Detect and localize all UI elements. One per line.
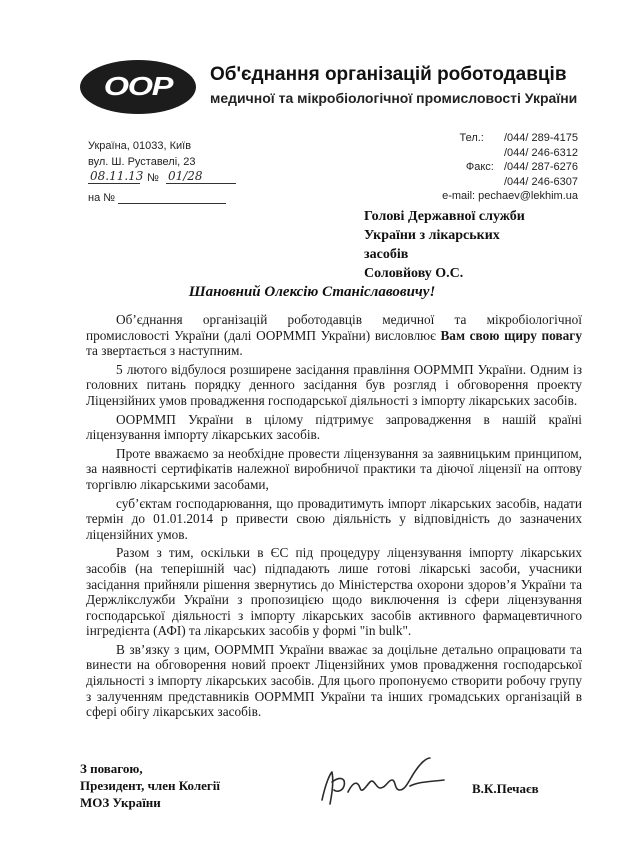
paragraph-5: суб’єктам господарювання, що провадитимуть імпорт лікарських засобів, надати термін до 01.01.2014 р привести свою діяльність у відповідність до зазначених ліцензійних умов. bbox=[86, 495, 582, 542]
paragraph-7: В зв’язку з цим, ООРММП України вважає за доцільне детально опрацювати та винести на обговорення новий проект Ліцензійних умов провадження господарської діяльності з імпорту лікарських засобів. Для цього пропонуємо створити робочу групу з залученням представників ООРММП України та інших громадських організацій в сфері обігу лікарських засобів. bbox=[86, 641, 582, 720]
logo-text: OOP bbox=[103, 71, 173, 101]
outgoing-registration bbox=[88, 169, 236, 184]
signer-name: В.К.Печаєв bbox=[472, 781, 539, 796]
contact-block bbox=[442, 131, 578, 204]
fax-label: Факс: bbox=[465, 161, 494, 173]
outgoing-date-field bbox=[88, 169, 144, 184]
incoming-number-field bbox=[118, 189, 226, 204]
paragraph-1-text-c: та звертається з наступним. bbox=[86, 343, 243, 359]
closing-block bbox=[80, 760, 220, 811]
paragraph-4: Проте вважаємо за необхідне провести ліцензування за заявницьким принципом, за наявності сертифікатів належної виробничої практики та діючої ліцензії на оптову торгівлю лікарськими засобами, bbox=[86, 445, 582, 492]
incoming-number-label: на № bbox=[88, 192, 116, 204]
phone-label: Тел.: bbox=[459, 132, 484, 144]
paragraph-6: Разом з тим, оскільки в ЄС під процедуру ліцензування імпорту лікарських засобів (на теперішній час) підпадають лише готові лікарські засоби, учасники засідання прийняли рішення звернутись до Міністерства охорони здоров’я України та Держлікслужби України з пропозицією щодо виключення із сфери ліцензування господарської діяльності з імпорту лікарських засобів активного фармацевтичного інгредієнта (АФІ) та лікарських засобів у формі "in bulk". bbox=[86, 545, 582, 639]
paragraph-1 bbox=[86, 312, 582, 359]
phone-row-1 bbox=[442, 131, 578, 146]
email: e-mail: pechaev@lekhim.ua bbox=[442, 190, 578, 202]
phone-1: /044/ 289-4175 bbox=[503, 132, 578, 144]
number-label: № bbox=[147, 172, 159, 184]
fax-row-2: /044/ 246-6307 bbox=[503, 175, 578, 188]
closing-greeting: З повагою, bbox=[80, 761, 143, 776]
addressee-line-1: Голові Державної служби bbox=[364, 209, 525, 224]
addressee-name: Соловйову О.С. bbox=[364, 266, 464, 281]
fax-1: /044/ 287-6276 bbox=[503, 161, 578, 173]
organization-title: Об'єднання організацій роботодавців bbox=[210, 64, 567, 85]
outgoing-date: 08.11.13 bbox=[90, 169, 144, 183]
paragraph-1-text-a: Об’єднання організацій роботодавців медичної та мікробіологічної промисловості України (далі ООРММП України) висловлює bbox=[86, 312, 582, 343]
organization-logo bbox=[80, 60, 196, 114]
letter-body bbox=[86, 312, 582, 723]
fax-row-1 bbox=[442, 160, 578, 175]
addressee-line-3: засобів bbox=[364, 247, 409, 262]
paragraph-1-bold: Вам свою щиру повагу bbox=[440, 327, 582, 343]
phone-row-2: /044/ 246-6312 bbox=[503, 146, 578, 159]
incoming-registration bbox=[88, 189, 226, 204]
paragraph-2: 5 лютого відбулося розширене засідання правління ООРММП України. Одним із головних питань порядку денного засідання був розгляд і обговорення проекту Ліцензійних умов провадження господарської діяльності з імпорту лікарських засобів. bbox=[86, 361, 582, 408]
address-line-street: вул. Ш. Руставелі, 23 bbox=[88, 156, 196, 168]
paragraph-3: ООРММП України в цілому підтримує запровадження в нашій країні ліцензування імпорту лікарських засобів. bbox=[86, 411, 582, 443]
outgoing-number: 01/28 bbox=[167, 169, 203, 183]
salutation: Шановний Олексію Станіславовичу! bbox=[188, 284, 436, 300]
closing-position: Президент, член Колегії bbox=[80, 778, 221, 793]
organization-subtitle: медичної та мікробіологічної промисловості України bbox=[210, 90, 578, 106]
postal-address bbox=[88, 138, 196, 170]
address-line-city: Україна, 01033, Київ bbox=[88, 140, 192, 152]
addressee-block bbox=[364, 207, 584, 283]
addressee-line-2: України з лікарських bbox=[364, 228, 500, 243]
handwritten-signature bbox=[314, 752, 464, 812]
outgoing-number-field bbox=[166, 169, 236, 184]
closing-position-2: МОЗ України bbox=[80, 795, 161, 810]
